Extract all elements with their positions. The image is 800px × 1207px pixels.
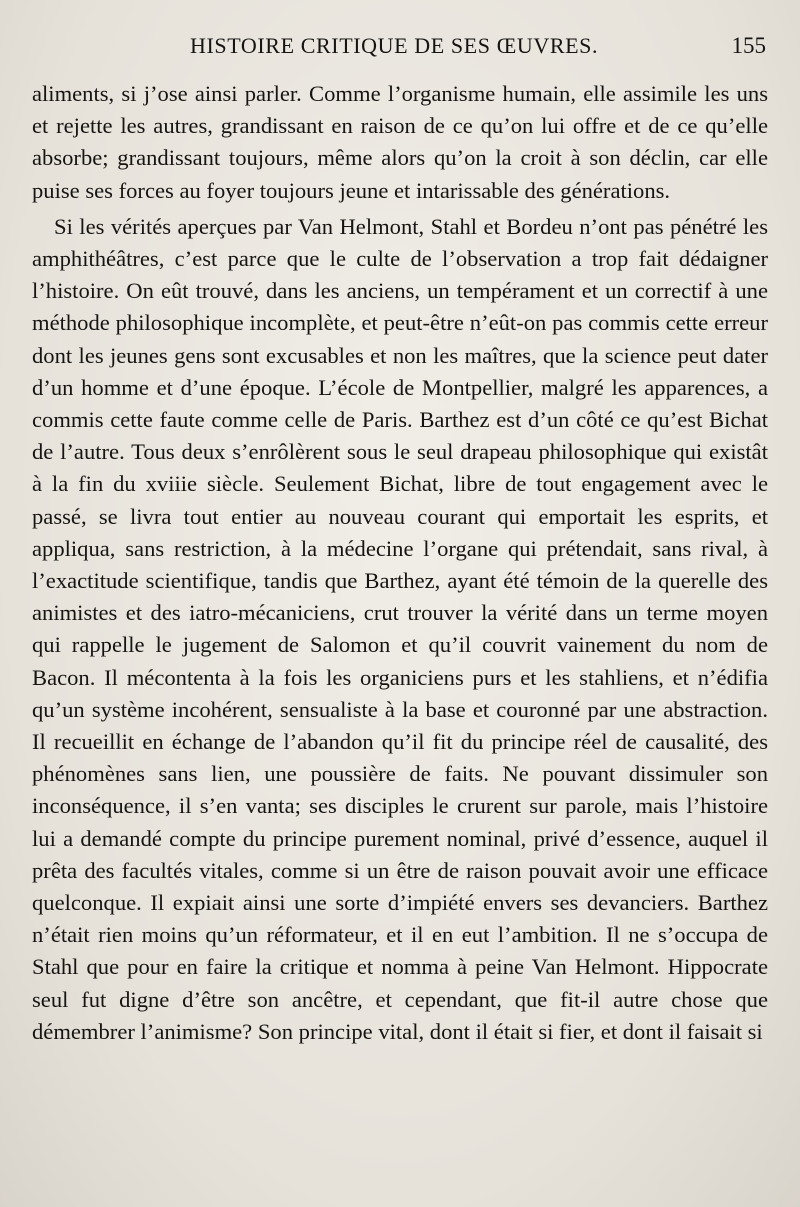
paragraph: Si les vérités aperçues par Van Helmont, Stahl et Bordeu n’ont pas pénétré les amphithéâtres, c’est parce que le culte de l’observation a trop fait dédaigner l’histoire. On eût trouvé, dans les anciens, un tempérament et un correctif à une méthode philosophique incomplète, et peut-être n’eût-on pas commis cette erreur dont les jeunes gens sont excusables et non les maîtres, que la science peut dater d’un homme et d’une époque. L’école de Montpellier, malgré les apparences, a commis cette faute comme celle de Paris. Barthez est d’un côté ce qu’est Bichat de l’autre. Tous deux s’enrôlèrent sous le seul drapeau philosophique qui existât à la fin du xviiie siècle. Seulement Bichat, libre de tout engagement avec le passé, se livra tout entier au nouveau courant qui emportait les esprits, et appliqua, sans restriction, à la médecine l’organe qui prétendait, sans rival, à l’exactitude scientifique, tandis que Barthez, ayant été témoin de la querelle des animistes et des iatro-mécaniciens, crut trouver la vérité dans un terme moyen qui rappelle le jugement de Salomon et qu’il couvrit vainement du nom de Bacon. Il mécontenta à la fois les organiciens purs et les stahliens, et n’édifia qu’un système incohérent, sensualiste à la base et couronné par une abstraction. Il recueillit en échange de l’abandon qu’il fit du principe réel de causalité, des phénomènes sans lien, une poussière de faits. Ne pouvant dissimuler son inconséquence, il s’en vanta; ses disciples le crurent sur parole, mais l’histoire lui a demandé compte du principe purement nominal, privé d’essence, auquel il prêta des facultés vitales, comme si un être de raison pouvait avoir une efficace quelconque. Il expiait ainsi une sorte d’impiété envers ses devanciers. Barthez n’était rien moins qu’un réformateur, et il en eut l’ambition. Il ne s’occupa de Stahl que pour en faire la critique et nomma à peine Van Helmont. Hippocrate seul fut digne d’être son ancêtre, et cependant, que fit-il autre chose que démembrer l’animisme? Son principe vital, dont il était si fier, et dont il faisait si <box>32 213 768 1044</box>
paragraph-continued: aliments, si j’ose ainsi parler. Comme l’organisme humain, elle assimile les uns et rejette les autres, grandissant en raison de ce qu’on lui offre et de ce qu’elle absorbe; grandissant toujours, même alors qu’on la croit à son déclin, car elle puise ses forces au foyer toujours jeune et intarissable des générations. <box>32 81 768 203</box>
running-title: HISTOIRE CRITIQUE DE SES ŒUVRES. <box>190 33 599 58</box>
body-text <box>32 78 768 1048</box>
running-header <box>190 30 768 62</box>
page-number: 155 <box>731 33 766 58</box>
